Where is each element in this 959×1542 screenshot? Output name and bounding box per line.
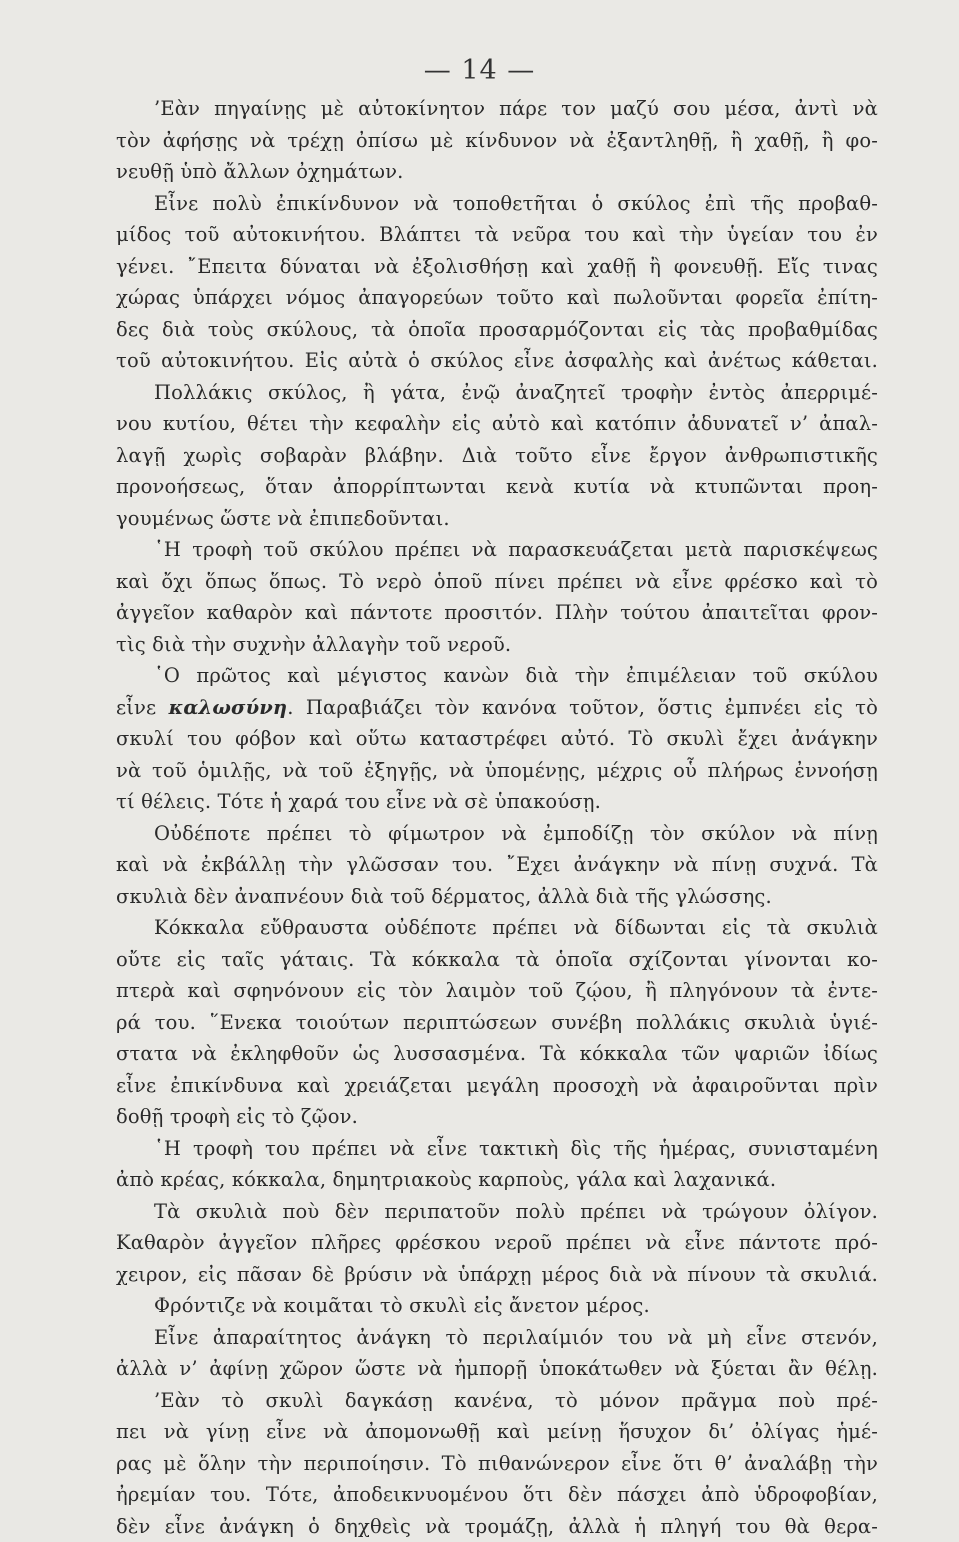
text-line: Καθαρὸν ἀγγεῖον πλῆρες φρέσκου νεροῦ πρέπει νὰ εἶνε πάντοτε πρό- <box>116 1227 878 1259</box>
text-line: Εἶνε ἀπαραίτητος ἀνάγκη τὸ περιλαίμιόν του νὰ μὴ εἶνε στενόν, <box>116 1322 878 1354</box>
text-line: ῾Ο πρῶτος καὶ μέγιστος κανὼν διὰ τὴν ἐπιμέλειαν τοῦ σκύλου <box>116 660 878 692</box>
text-line: ἠρεμίαν του. Τότε, ἀποδεικνυομένου ὅτι δὲν πάσχει ἀπὸ ὑδροφοβίαν, <box>116 1479 878 1511</box>
text-line: δες διὰ τοὺς σκύλους, τὰ ὁποῖα προσαρμόζονται εἰς τὰς προβαθμίδας <box>116 314 878 346</box>
text-line: προνοήσεως, ὅταν ἀπορρίπτωνται κενὰ κυτία νὰ κτυπῶνται προη- <box>116 471 878 503</box>
text-line: εἶνε καλωσύνη. Παραβιάζει τὸν κανόνα τοῦτον, ὅστις ἐμπνέει εἰς τὸ <box>116 692 878 724</box>
text-line: τί θέλεις. Τότε ἡ χαρά του εἶνε νὰ σὲ ὑπακούσῃ. <box>116 786 878 818</box>
page-number: — 14 — <box>0 55 959 86</box>
text-line: τὸν ἀφήσῃς νὰ τρέχῃ ὀπίσω μὲ κίνδυνον νὰ ἐξαντληθῇ, ἢ χαθῇ, ἢ φο- <box>116 125 878 157</box>
text-line: Εἶνε πολὺ ἐπικίνδυνον νὰ τοποθετῆται ὁ σκύλος ἐπὶ τῆς προβαθ- <box>116 188 878 220</box>
text-line: Τὰ σκυλιὰ ποὺ δὲν περιπατοῦν πολὺ πρέπει νὰ τρώγουν ὀλίγον. <box>116 1196 878 1228</box>
text-line: γένει. ῎Επειτα δύναται νὰ ἐξολισθήσῃ καὶ χαθῇ ἢ φονευθῇ. Εἴς τινας <box>116 251 878 283</box>
body-text <box>116 93 878 1542</box>
text-line: Φρόντιζε νὰ κοιμᾶται τὸ σκυλὶ εἰς ἄνετον μέρος. <box>116 1290 878 1322</box>
text-line: ’Εὰν πηγαίνῃς μὲ αὐτοκίνητον πάρε τον μαζύ σου μέσα, ἀντὶ νὰ <box>116 93 878 125</box>
text-line: Πολλάκις σκύλος, ἢ γάτα, ἐνῷ ἀναζητεῖ τροφὴν ἐντὸς ἀπερριμέ- <box>116 377 878 409</box>
text-line: οὔτε εἰς ταῖς γάταις. Τὰ κόκκαλα τὰ ὁποῖα σχίζονται γίνονται κο- <box>116 944 878 976</box>
text-line: δὲν εἶνε ἀνάγκη ὁ δηχθεὶς νὰ τρομάζῃ, ἀλλὰ ἡ πληγή του θὰ θερα- <box>116 1511 878 1542</box>
text-line: νου κυτίου, θέτει τὴν κεφαλὴν εἰς αὐτὸ καὶ κατόπιν ἀδυνατεῖ ν’ ἀπαλ- <box>116 408 878 440</box>
text-line: πει νὰ γίνῃ εἶνε νὰ ἀπομονωθῇ καὶ μείνῃ ἥσυχον δι’ ὀλίγας ἡμέ- <box>116 1416 878 1448</box>
text-line: στατα νὰ ἐκληφθοῦν ὡς λυσσασμένα. Τὰ κόκκαλα τῶν ψαριῶν ἰδίως <box>116 1038 878 1070</box>
text-line: νὰ τοῦ ὁμιλῇς, νὰ τοῦ ἐξηγῇς, νὰ ὑπομένῃς, μέχρις οὗ πλήρως ἐννοήσῃ <box>116 755 878 787</box>
emphasis: καλωσύνη <box>169 696 288 719</box>
text-line: λαγῇ χωρὶς σοβαρὰν βλάβην. Διὰ τοῦτο εἶνε ἔργον ἀνθρωπιστικῆς <box>116 440 878 472</box>
text-line: ῾Η τροφὴ τοῦ σκύλου πρέπει νὰ παρασκευάζεται μετὰ παρισκέψεως <box>116 534 878 566</box>
text-line: ἀπὸ κρέας, κόκκαλα, δημητριακοὺς καρποὺς, γάλα καὶ λαχανικά. <box>116 1164 878 1196</box>
text-line: χώρας ὑπάρχει νόμος ἀπαγορεύων τοῦτο καὶ πωλοῦνται φορεῖα ἐπίτη- <box>116 282 878 314</box>
text-line: σκυλί του φόβον καὶ οὕτω καταστρέφει αὐτό. Τὸ σκυλὶ ἔχει ἀνάγκην <box>116 723 878 755</box>
text-line: ρά του. ῞Ενεκα τοιούτων περιπτώσεων συνέβη πολλάκις σκυλιὰ ὑγιέ- <box>116 1007 878 1039</box>
text-line: εἶνε ἐπικίνδυνα καὶ χρειάζεται μεγάλη προσοχὴ νὰ ἀφαιροῦνται πρὶν <box>116 1070 878 1102</box>
text-line: ἀλλὰ ν’ ἀφίνῃ χῶρον ὥστε νὰ ἠμπορῇ ὑποκάτωθεν νὰ ξύεται ἂν θέλῃ. <box>116 1353 878 1385</box>
text-line: τὶς διὰ τὴν συχνὴν ἀλλαγὴν τοῦ νεροῦ. <box>116 629 878 661</box>
text-line: Κόκκαλα εὔθραυστα οὐδέποτε πρέπει νὰ δίδωνται εἰς τὰ σκυλιὰ <box>116 912 878 944</box>
text-line: ρας μὲ ὅλην τὴν περιποίησιν. Τὸ πιθανώνερον εἶνε ὅτι θ’ ἀναλάβῃ τὴν <box>116 1448 878 1480</box>
text-line: ῾Η τροφὴ του πρέπει νὰ εἶνε τακτικὴ δὶς τῆς ἡμέρας, συνισταμένη <box>116 1133 878 1165</box>
text-line: πτερὰ καὶ σφηνόνουν εἰς τὸν λαιμὸν τοῦ ζῴου, ἢ πληγόνουν τὰ ἐντε- <box>116 975 878 1007</box>
text-line: καὶ ὄχι ὅπως ὅπως. Τὸ νερὸ ὁποῦ πίνει πρέπει νὰ εἶνε φρέσκο καὶ τὸ <box>116 566 878 598</box>
text-line: καὶ νὰ ἐκβάλλῃ τὴν γλῶσσαν του. ῎Εχει ἀνάγκην νὰ πίνῃ συχνά. Τὰ <box>116 849 878 881</box>
text-line: χειρον, εἰς πᾶσαν δὲ βρύσιν νὰ ὑπάρχῃ μέρος διὰ νὰ πίνουν τὰ σκυλιά. <box>116 1259 878 1291</box>
text-line: νευθῇ ὑπὸ ἄλλων ὀχημάτων. <box>116 156 878 188</box>
text-line: δοθῇ τροφὴ εἰς τὸ ζῷον. <box>116 1101 878 1133</box>
text-line: σκυλιὰ δὲν ἀναπνέουν διὰ τοῦ δέρματος, ἀλλὰ διὰ τῆς γλώσσης. <box>116 881 878 913</box>
text-line: μίδος τοῦ αὐτοκινήτου. Βλάπτει τὰ νεῦρα του καὶ τὴν ὑγείαν του ἐν <box>116 219 878 251</box>
text-line: ἀγγεῖον καθαρὸν καὶ πάντοτε προσιτόν. Πλὴν τούτου ἀπαιτεῖται φρον- <box>116 597 878 629</box>
text-line: Οὐδέποτε πρέπει τὸ φίμωτρον νὰ ἐμποδίζῃ τὸν σκύλον νὰ πίνῃ <box>116 818 878 850</box>
text-line: τοῦ αὐτοκινήτου. Εἰς αὐτὰ ὁ σκύλος εἶνε ἀσφαλὴς καὶ ἀνέτως κάθεται. <box>116 345 878 377</box>
text-line: ’Εὰν τὸ σκυλὶ δαγκάσῃ κανένα, τὸ μόνον πρᾶγμα ποὺ πρέ- <box>116 1385 878 1417</box>
text-line: γουμένως ὥστε νὰ ἐπιπεδοῦνται. <box>116 503 878 535</box>
